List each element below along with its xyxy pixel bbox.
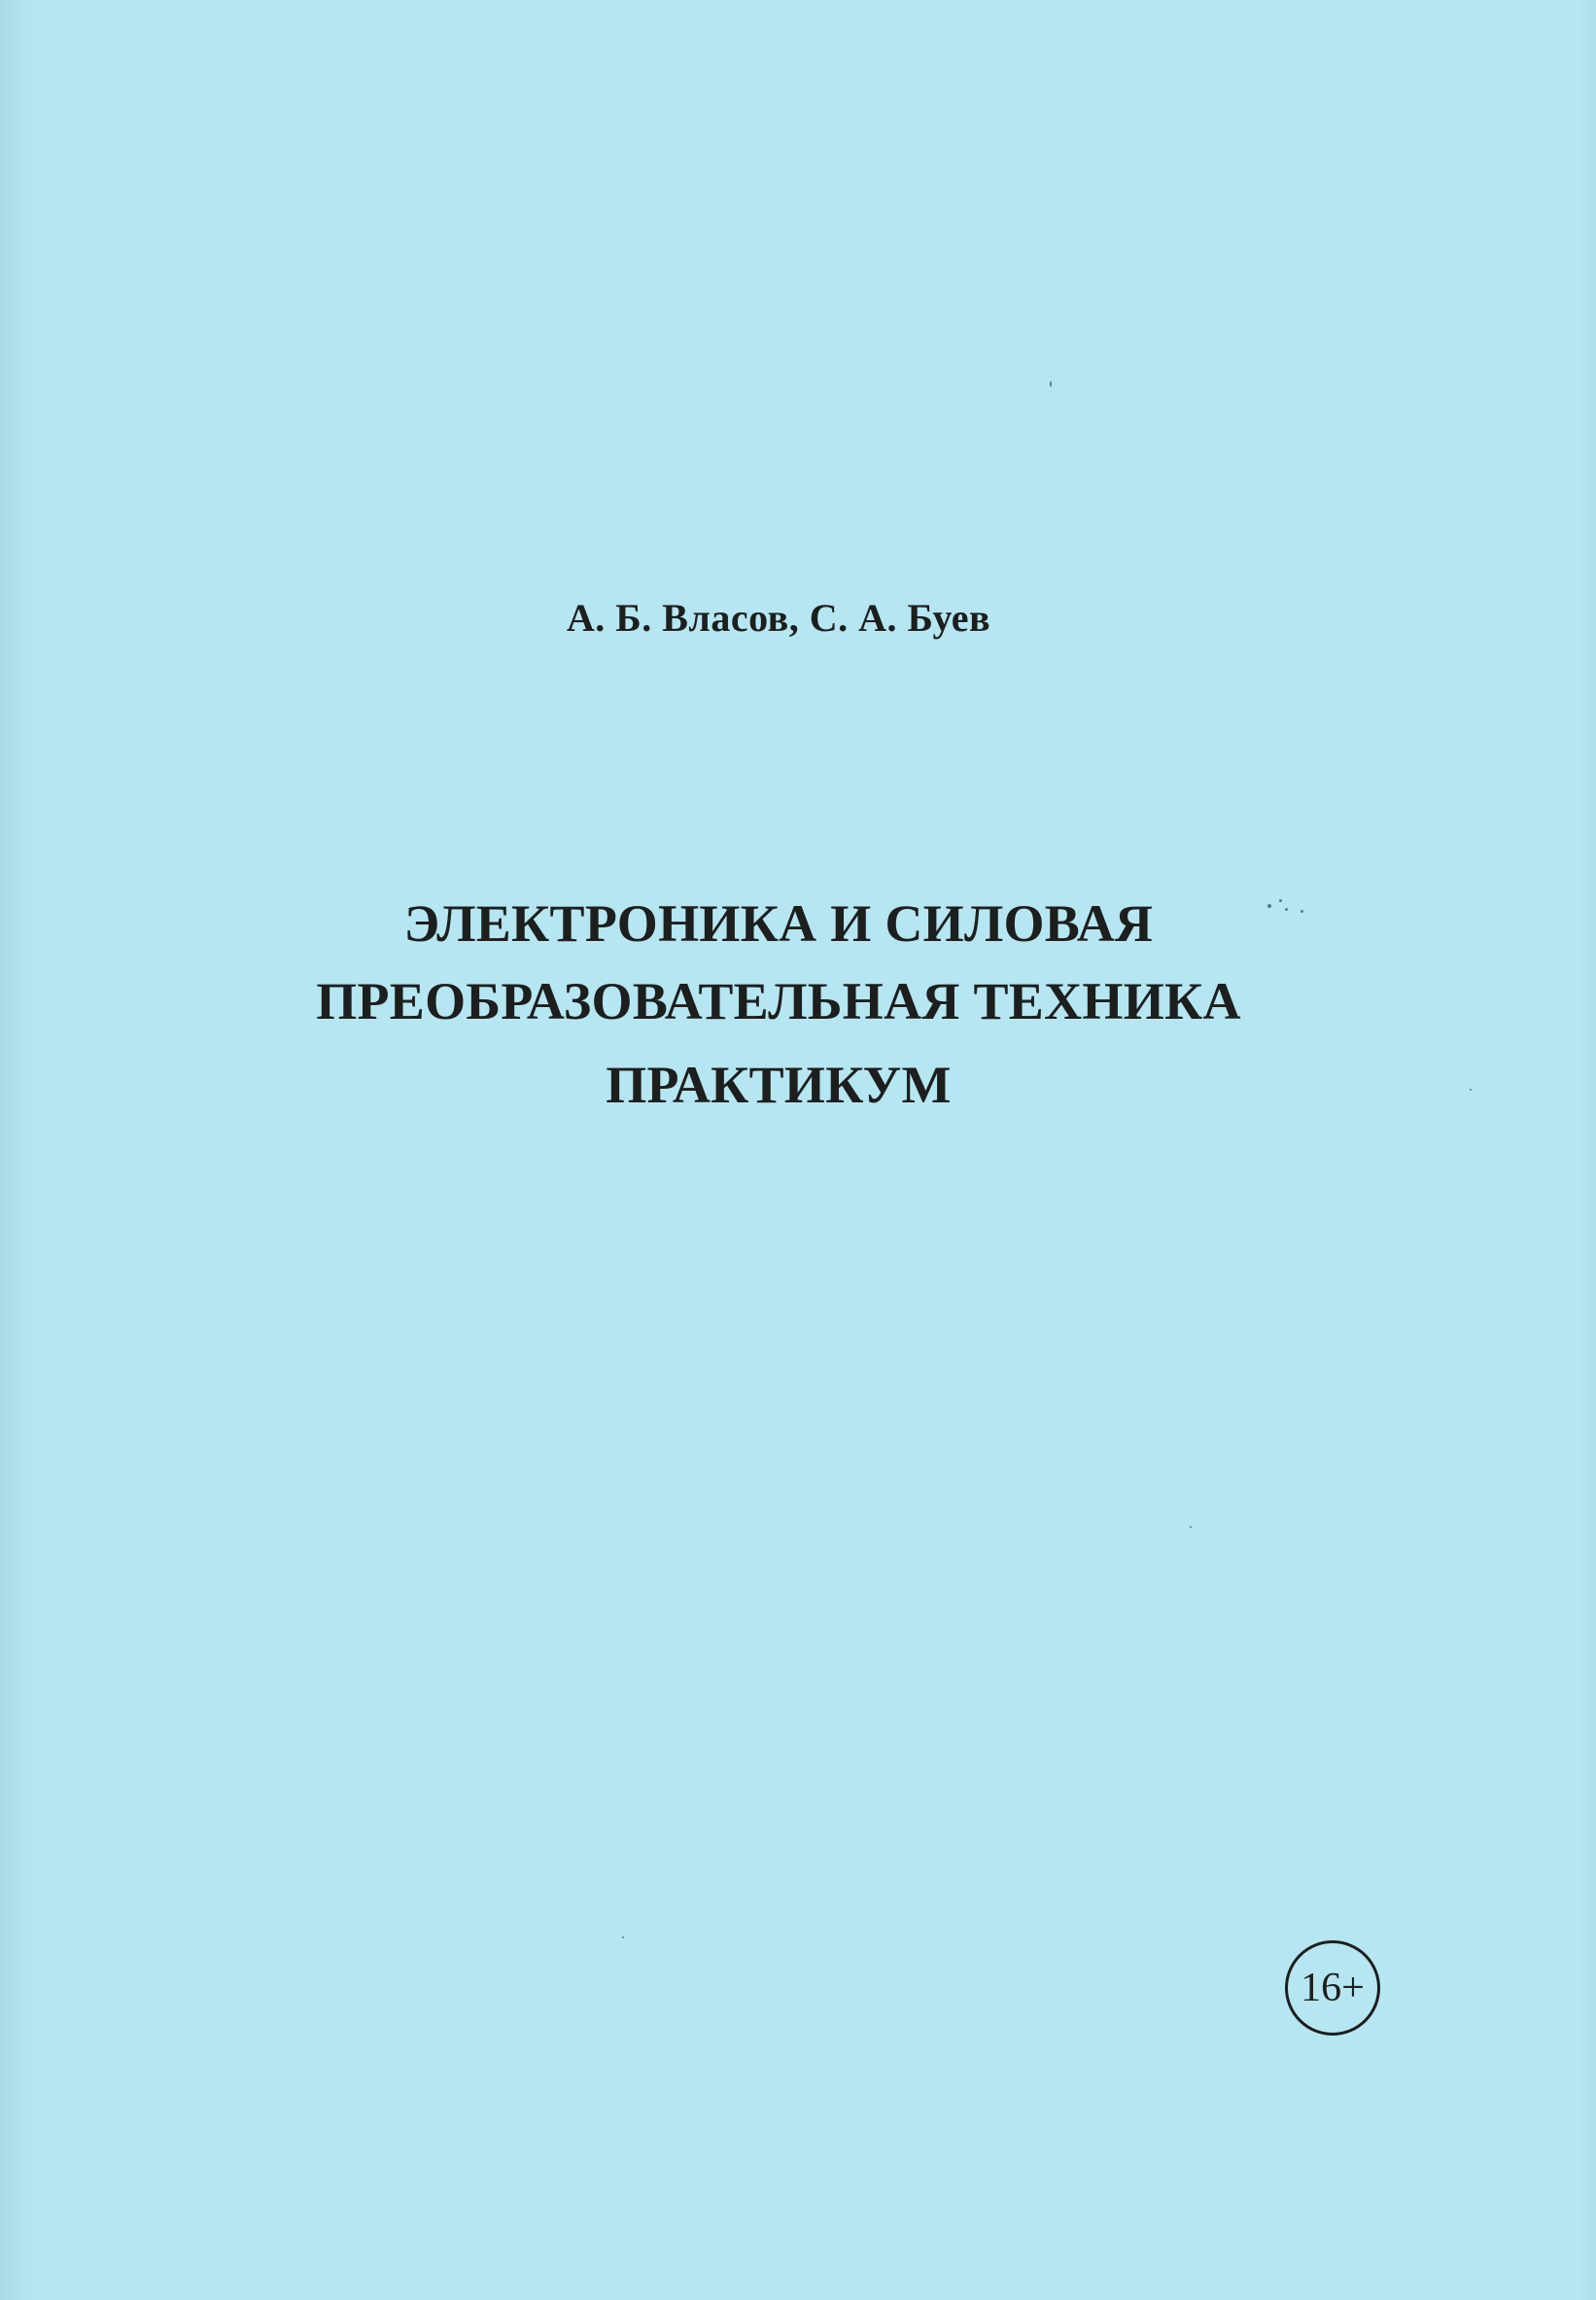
authors: А. Б. Власов, С. А. Буев xyxy=(566,596,991,640)
title-line-2: ПРЕОБРАЗОВАТЕЛЬНАЯ ТЕХНИКА xyxy=(316,972,1241,1030)
print-speck xyxy=(1279,899,1282,902)
print-speck xyxy=(622,1936,624,1938)
book-subtitle: ПРАКТИКУМ xyxy=(606,1056,952,1114)
print-speck xyxy=(1050,381,1052,387)
title-line-1: ЭЛЕКТРОНИКА И СИЛОВАЯ xyxy=(403,894,1154,953)
print-speck xyxy=(1301,910,1303,913)
age-rating-badge: 16+ xyxy=(1285,1940,1380,2036)
print-speck xyxy=(1470,1089,1472,1091)
print-speck xyxy=(1267,904,1271,908)
print-speck xyxy=(1190,1526,1192,1528)
print-speck xyxy=(1285,908,1288,911)
book-title xyxy=(0,885,1577,1124)
